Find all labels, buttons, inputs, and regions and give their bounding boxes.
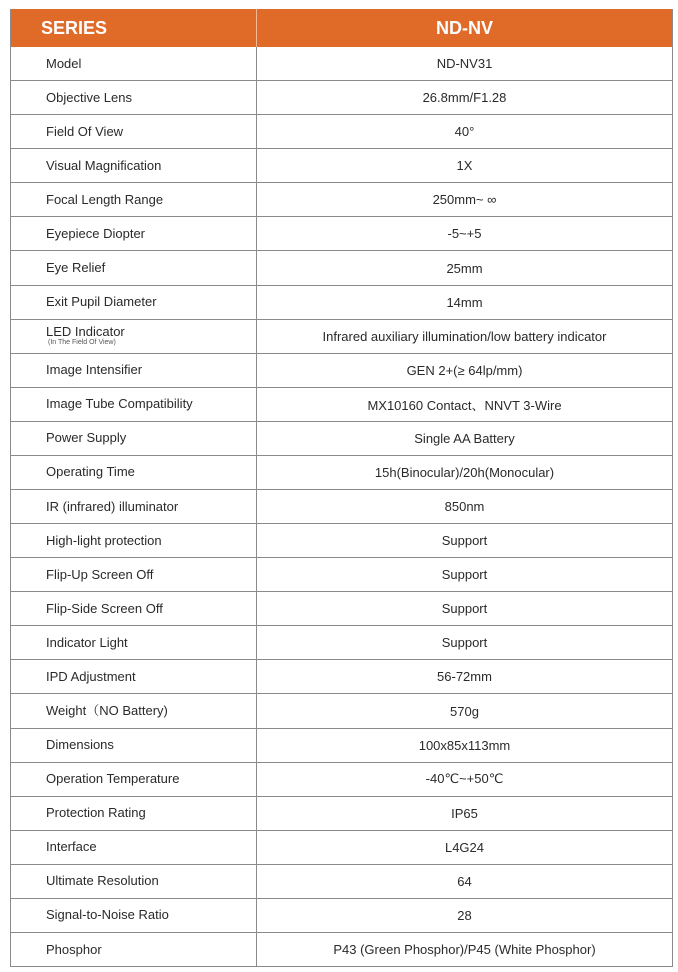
spec-value: 850nm: [444, 499, 485, 515]
spec-label: Phosphor: [46, 941, 102, 957]
spec-label-cell: [11, 558, 257, 591]
spec-label: Image Intensifier: [46, 362, 143, 378]
spec-label: IPD Adjustment: [46, 668, 136, 684]
spec-value: 28: [457, 907, 472, 923]
table-header: [11, 9, 672, 47]
spec-value: ND-NV31: [436, 56, 493, 72]
spec-label-cell: [11, 217, 257, 250]
spec-value: GEN 2+(≥ 64lp/mm): [406, 362, 523, 378]
spec-label-cell: [11, 694, 257, 727]
table-row: [11, 830, 672, 864]
spec-label-cell: [11, 456, 257, 489]
table-row: [11, 489, 672, 523]
spec-label-cell: [11, 592, 257, 625]
spec-value: 1X: [456, 158, 473, 174]
spec-label: Eyepiece Diopter: [46, 225, 145, 241]
table-row: [11, 353, 672, 387]
spec-value: 100x85x113mm: [418, 737, 511, 753]
spec-label-cell: [11, 660, 257, 693]
spec-label-cell: [11, 81, 257, 114]
table-row: [11, 455, 672, 489]
table-row: [11, 864, 672, 898]
spec-value: 14mm: [446, 294, 483, 310]
spec-label-cell: [11, 183, 257, 216]
spec-value: 56-72mm: [437, 669, 492, 685]
spec-value: 40°: [454, 124, 475, 140]
header-series-value: ND-NV: [436, 17, 493, 38]
spec-label-cell: [11, 490, 257, 523]
spec-label-cell: [11, 524, 257, 557]
spec-label: Signal-to-Noise Ratio: [46, 907, 169, 923]
spec-label: LED Indicator: [46, 324, 125, 340]
spec-value: Support: [441, 533, 488, 549]
spec-value: Infrared auxiliary illumination/low battery indicator: [322, 328, 607, 344]
spec-value: -5~+5: [447, 226, 482, 242]
table-row: [11, 387, 672, 421]
spec-label: Visual Magnification: [46, 157, 162, 173]
table-row: [11, 148, 672, 182]
spec-label: High-light protection: [46, 532, 162, 548]
table-body: [11, 47, 672, 966]
spec-label: Indicator Light: [46, 634, 128, 650]
spec-value: -40℃~+50℃: [425, 771, 504, 787]
spec-value: Support: [441, 601, 488, 617]
table-row: [11, 591, 672, 625]
spec-label: Exit Pupil Diameter: [46, 294, 157, 310]
table-row: [11, 182, 672, 216]
spec-label: Weight（NO Battery): [46, 703, 168, 719]
table-row: [11, 932, 672, 966]
spec-label-cell: [11, 320, 257, 353]
spec-label: Ultimate Resolution: [46, 873, 159, 889]
spec-label-cell: [11, 865, 257, 898]
table-row: [11, 728, 672, 762]
spec-value: 26.8mm/F1.28: [422, 90, 507, 106]
table-row: [11, 47, 672, 80]
table-row: [11, 421, 672, 455]
spec-value: 64: [457, 873, 472, 889]
spec-label: Flip-Up Screen Off: [46, 566, 154, 582]
table-row: [11, 557, 672, 591]
spec-table: [10, 9, 673, 967]
spec-label: Protection Rating: [46, 805, 146, 821]
table-row: [11, 693, 672, 727]
spec-label: Field Of View: [46, 123, 124, 139]
spec-label-cell: [11, 763, 257, 796]
spec-label-note: (In The Field Of View): [48, 339, 116, 347]
spec-label-cell: [11, 354, 257, 387]
table-row: [11, 796, 672, 830]
spec-label-cell: [11, 899, 257, 932]
table-row: [11, 523, 672, 557]
table-row: [11, 319, 672, 353]
spec-value: Support: [441, 567, 488, 583]
header-series-label: SERIES: [11, 9, 257, 47]
spec-label-cell: [11, 797, 257, 830]
spec-value: Single AA Battery: [414, 430, 515, 446]
spec-label: IR (infrared) illuminator: [46, 498, 179, 514]
spec-value: IP65: [451, 805, 478, 821]
spec-label: Image Tube Compatibility: [46, 396, 193, 412]
spec-label: Objective Lens: [46, 89, 132, 105]
spec-label-cell: [11, 933, 257, 966]
spec-value: 15h(Binocular)/20h(Monocular): [374, 464, 555, 480]
table-row: [11, 625, 672, 659]
spec-value: 25mm: [446, 260, 483, 276]
spec-label: Power Supply: [46, 430, 127, 446]
spec-label-cell: [11, 251, 257, 284]
spec-label-cell: [11, 422, 257, 455]
table-row: [11, 898, 672, 932]
spec-label: Dimensions: [46, 737, 114, 753]
spec-label: Interface: [46, 839, 97, 855]
table-row: [11, 285, 672, 319]
spec-value: L4G24: [444, 839, 485, 855]
spec-value: P43 (Green Phosphor)/P45 (White Phosphor): [333, 942, 596, 958]
spec-value: MX10160 Contact、NNVT 3-Wire: [367, 397, 562, 413]
spec-value: 570g: [450, 703, 479, 719]
spec-label-cell: [11, 286, 257, 319]
spec-label-cell: [11, 388, 257, 421]
spec-value: 250mm~ ∞: [432, 192, 497, 208]
spec-label-cell: [11, 47, 257, 80]
table-row: [11, 216, 672, 250]
spec-label-cell: [11, 729, 257, 762]
table-row: [11, 250, 672, 284]
table-row: [11, 80, 672, 114]
spec-label: Eye Relief: [46, 260, 106, 275]
table-row: [11, 114, 672, 148]
spec-value: Support: [441, 635, 488, 651]
table-row: [11, 659, 672, 693]
spec-label: Operation Temperature: [46, 771, 180, 787]
spec-label: Focal Length Range: [46, 191, 164, 207]
spec-label-cell: [11, 115, 257, 148]
spec-label-cell: [11, 149, 257, 182]
spec-label-cell: [11, 626, 257, 659]
table-row: [11, 762, 672, 796]
spec-label-cell: [11, 831, 257, 864]
spec-label: Flip-Side Screen Off: [46, 600, 163, 616]
spec-label: Model: [46, 55, 82, 71]
spec-label: Operating Time: [46, 464, 135, 480]
